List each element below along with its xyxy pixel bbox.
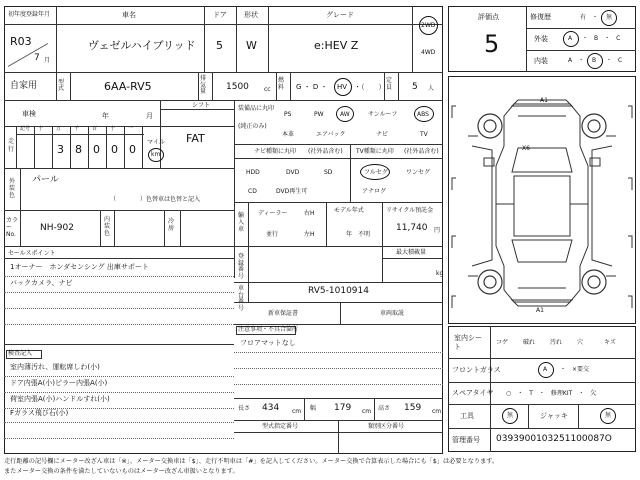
navi-dvd-play: DVD再生可 — [276, 188, 308, 195]
equip-airbag: エアバック — [316, 131, 346, 138]
score-value: 5 — [484, 30, 500, 58]
height-label: 高さ — [378, 405, 391, 412]
mgmt-number: 0393900103251100087O — [496, 434, 612, 444]
shape-value: W — [246, 39, 257, 52]
first-reg-label: 初年度登録年月 — [8, 11, 51, 18]
seat-item: 穴 — [577, 339, 584, 346]
equip-leather: 本革 — [282, 131, 295, 138]
max-load-unit: kg — [436, 270, 444, 277]
sales-line-1: 1オーナー ホンダセンシング 出庫サポート — [10, 263, 149, 271]
interior-color-label: 内装色 — [104, 216, 111, 238]
color-code-value: NH-902 — [40, 223, 74, 233]
inspection-year: 年 — [102, 112, 109, 120]
fuel-options: G ・ D ・ — [296, 83, 328, 91]
recycle-unit: 円 — [434, 227, 441, 234]
spare-opts: ○ ・ T ・ 修理KIT ・ 欠 — [506, 390, 597, 397]
grade-value: e:HEV Z — [314, 39, 359, 52]
fuel-label: 燃料 — [278, 77, 285, 91]
tools-none: 無 — [507, 412, 514, 419]
odometer-header: 記号 — [20, 126, 31, 132]
mileage-label: 走行 — [8, 138, 15, 153]
navi-hdd: HDD — [246, 169, 260, 176]
max-load-label: 最大積載量 — [396, 249, 427, 256]
aircon-label: 冷房 — [168, 218, 175, 233]
tools-label: 工具 — [460, 412, 474, 420]
equipment-sub: (純正のみ) — [238, 123, 267, 130]
capacity-unit: 人 — [428, 85, 435, 92]
length-value: 434 — [262, 403, 280, 413]
doors-label: ドア — [213, 11, 227, 19]
score-label: 評価点 — [478, 13, 499, 21]
exterior-grade-a: A — [568, 35, 573, 42]
width-label: 幅 — [310, 405, 317, 412]
shift-label: シフト — [192, 102, 211, 109]
cc-unit: cc — [264, 86, 271, 93]
height-unit: cm — [432, 408, 442, 415]
capacity-value: 5 — [412, 82, 418, 92]
tv-sub: (社外品含む) — [404, 148, 439, 155]
navi-sd: SD — [324, 169, 333, 176]
inspector-line-3: 荷室内張A(小)ハンドルすれ(小) — [10, 395, 110, 403]
frame-number: RV5-1010914 — [308, 286, 369, 296]
odometer-header: 十 — [38, 126, 44, 132]
glass-other: ・ ×要交 — [560, 366, 590, 373]
tv-fullseg: フルセグ — [364, 169, 388, 176]
footer-line-2: またメーター交換の条件を満たしていないものはメーター改ざん車扱いとなります。 — [4, 468, 239, 475]
shape-label: 形状 — [244, 11, 258, 19]
odometer-header: 一 — [128, 126, 134, 132]
odometer-digit: 3 — [57, 143, 64, 156]
width-unit: cm — [362, 408, 372, 415]
tv-analog: アナログ — [362, 188, 387, 195]
drive-4wd: 4WD — [421, 49, 436, 56]
model-year-label: モデル年式 — [334, 207, 364, 214]
km-label: km — [151, 151, 161, 158]
glass-a: A — [543, 366, 548, 373]
interior-grade-label: 内装 — [534, 57, 548, 65]
car-damage-diagram — [448, 76, 636, 324]
repair-options: 有 ・ — [580, 14, 605, 21]
month-unit: 月 — [44, 57, 51, 64]
diagram-mark-roof: X6 — [522, 145, 530, 152]
odometer-digit: 0 — [129, 143, 136, 156]
reg-number-label: 登録番号 — [238, 253, 245, 280]
jack-label: ジャッキ — [540, 412, 568, 420]
diagram-mark-front: A1 — [540, 97, 548, 104]
navi-sub: (社外品含む) — [308, 148, 343, 155]
seat-item: コゲ — [496, 339, 509, 346]
mile-label: マイル — [147, 139, 165, 146]
frame-label: 車台番号 — [238, 285, 245, 312]
class-no-label: 類別区分番号 — [368, 423, 405, 430]
car-name-label: 車名 — [122, 11, 136, 19]
color-code-label: カラーNo. — [6, 217, 19, 239]
interior-grade-b: B — [592, 57, 597, 64]
notes-label: 注意事項・不具合箇所 — [238, 326, 299, 333]
odometer-header: 万 — [56, 126, 62, 132]
import-dealer: ディーラー — [258, 210, 288, 217]
inspector-line-1: 室内薄汚れ、運転席しわ(小) — [10, 363, 100, 371]
exterior-note: （ ）色替車は色替と記入 — [110, 196, 201, 203]
recycle-label: リサイクル預託金 — [386, 207, 434, 214]
first-reg-year: R03 — [10, 35, 32, 48]
first-reg-month: 7 — [34, 53, 40, 63]
odometer-header: 千 — [74, 126, 80, 132]
height-value: 159 — [404, 403, 422, 413]
navi-cd: CD — [248, 188, 257, 195]
shift-value: FAT — [186, 132, 205, 145]
footer-line-1: 走行距離の記号欄にメーター改ざん車は「※」、メーター交換車は「$」、走行不明車は「#」を記入してください。メーター交換で合算表示した場合にも「$」は必要となります。 — [4, 458, 499, 465]
usage-value: 自家用 — [10, 81, 38, 91]
inspector-line-4: Fガラス飛び石(小) — [10, 409, 69, 417]
tv-label: TV種類に丸印 — [356, 148, 394, 155]
model-code: 6AA-RV5 — [104, 80, 152, 93]
sales-point-label: セールスポイント — [8, 250, 56, 257]
fuel-selected: HV — [337, 83, 348, 91]
seat-item: 破れ — [523, 339, 536, 346]
vehicle-manual: 車両取説 — [380, 310, 405, 317]
displacement-label: 排気量 — [200, 75, 207, 96]
interior-grade-c: ・ C — [606, 57, 623, 64]
seat-label: 室内シート — [454, 334, 482, 352]
inspector-line-2: ドア内張A(小)ピラー内張A(小) — [10, 379, 108, 387]
displacement-value: 1500 — [226, 82, 249, 92]
new-car-warranty: 新車保証書 — [268, 310, 299, 317]
import-parallel: 並行 — [266, 231, 279, 238]
inspector-label: 検査記入 — [8, 350, 33, 357]
length-label: 長さ — [238, 405, 251, 412]
mgmt-label: 管理番号 — [452, 436, 480, 444]
repair-none: 無 — [606, 14, 613, 21]
exterior-grade-opts: ・ B ・ C — [582, 35, 621, 42]
notes-text: フロアマットなし — [240, 339, 296, 347]
equip-abs: ABS — [417, 111, 429, 118]
seat-item: 汚れ — [550, 339, 563, 346]
interior-grade-a: A ・ — [568, 57, 585, 64]
seat-item: キズ — [604, 339, 616, 346]
import-label: 輸入車 — [238, 212, 245, 234]
model-year-value: 年 不明 — [346, 231, 371, 238]
import-right: 右H — [304, 210, 315, 217]
jack-none: 無 — [605, 412, 612, 419]
inspection-label: 車検 — [22, 110, 36, 118]
inspection-month: 月 — [146, 112, 153, 120]
import-left: 左H — [304, 231, 315, 238]
equip-aw: AW — [340, 111, 350, 118]
odometer-header: 十 — [110, 126, 116, 132]
capacity-label: 定員 — [386, 77, 393, 91]
exterior-label: 外装色 — [9, 178, 16, 200]
equip-tv: TV — [420, 131, 428, 138]
navi-label: ナビ種類に丸印 — [254, 148, 297, 155]
exterior-color: パール — [32, 175, 59, 185]
tv-oneseg: ワンセグ — [406, 169, 431, 176]
car-name-value: ヴェゼルハイブリッド — [88, 39, 196, 52]
width-value: 179 — [334, 403, 352, 413]
odometer-digit: 0 — [111, 143, 118, 156]
navi-dvd: DVD — [286, 169, 300, 176]
odometer-digit: 0 — [93, 143, 100, 156]
sales-line-2: バックカメラ、ナビ — [10, 279, 73, 287]
equipment-label: 装備品に丸印 — [238, 105, 275, 112]
odometer-header: 百 — [92, 126, 98, 132]
exterior-grade-label: 外装 — [534, 35, 548, 43]
doors-value: 5 — [216, 39, 223, 52]
diagram-mark-rear: A1 — [536, 307, 544, 314]
equip-sunroof: サンルーフ — [368, 111, 398, 118]
glass-label: フロントガラス — [452, 366, 501, 374]
equip-ps: PS — [284, 111, 292, 118]
drive-2wd: 2WD — [421, 22, 436, 29]
equip-navi: ナビ — [376, 131, 389, 138]
spare-label: スペアタイヤ — [452, 389, 494, 397]
odometer-digit: 8 — [75, 143, 82, 156]
repair-label: 修復歴 — [530, 13, 551, 21]
length-unit: cm — [292, 408, 302, 415]
fuel-other: ・（ ） — [354, 83, 386, 91]
grade-label: グレード — [326, 11, 354, 19]
type-label: 型式 — [58, 79, 65, 92]
equip-pw: PW — [314, 111, 324, 118]
recycle-value: 11,740 — [396, 223, 428, 233]
type-no-label: 型式指定番号 — [262, 423, 299, 430]
